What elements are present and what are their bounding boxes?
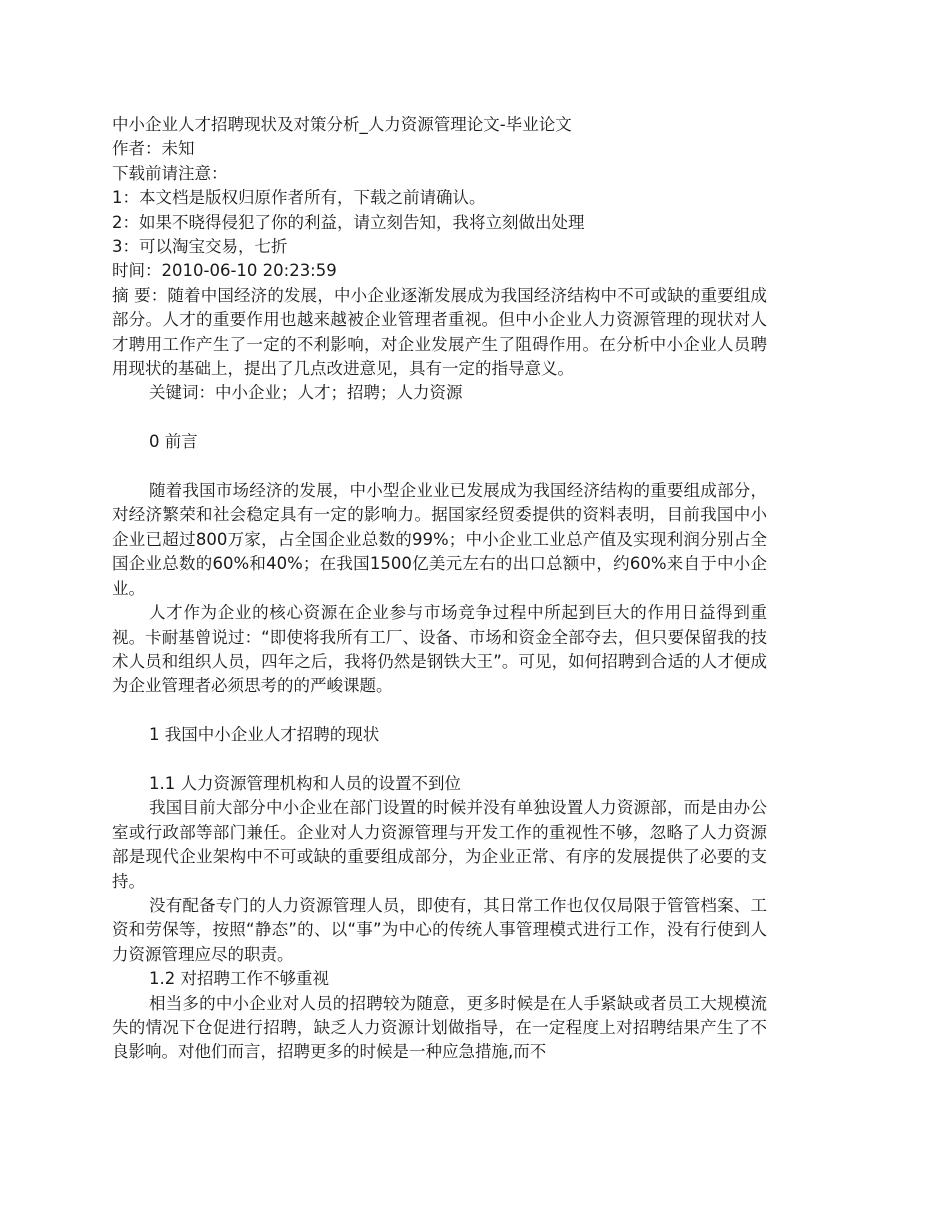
document-author: 作者：未知: [112, 139, 195, 159]
spacer: [112, 699, 767, 723]
abstract: 摘 要：随着中国经济的发展，中小企业逐渐发展成为我国经济结构中不可或缺的重要组成部分。人才的重要作用也越来越被企业管理者重视。但中小企业人力资源管理的现状对人才聘用工作产生了一定的不利影响，对企业发展产生了阻碍作用。在分析中小企业人员聘用现状的基础上，提出了几点改进意见，具有一定的指导意义。: [112, 285, 767, 379]
spacer: [112, 455, 767, 479]
document-title: 中小企业人才招聘现状及对策分析_人力资源管理论文-毕业论文: [112, 115, 572, 134]
paragraph: 人才作为企业的核心资源在企业参与市场竞争过程中所起到巨大的作用日益得到重视。卡耐基曾说过：“即使将我所有工厂、设备、市场和资金全部夺去，但只要保留我的技术人员和组织人员，四年之后，我将仍然是钢铁大王”。可见，如何招聘到合适的人才便成为企业管理者必须思考的的严峻课题。: [112, 603, 767, 696]
notice-heading: 下载前请注意：: [112, 163, 228, 183]
section-heading-1-2: 1.2 对招聘工作不够重视: [149, 969, 329, 989]
paragraph: 没有配备专门的人力资源管理人员，即使有，其日常工作也仅仅局限于管管档案、工资和劳保等，按照“静态”的、以“事”为中心的传统人事管理模式进行工作，没有行使到人力资源管理应尽的职责。: [112, 895, 767, 964]
notice-item-3: 3：可以淘宝交易，七折: [112, 237, 288, 257]
paragraph: 相当多的中小企业对人员的招聘较为随意，更多时候是在人手紧缺或者员工大规模流失的情况下仓促进行招聘，缺乏人力资源计划做指导，在一定程度上对招聘结果产生了不良影响。对他们而言，招聘更多的时候是一种应急措施,而不: [112, 993, 767, 1062]
section-heading-1-1: 1.1 人力资源管理机构和人员的设置不到位: [149, 773, 461, 793]
spacer: [112, 406, 767, 430]
spacer: [112, 748, 767, 772]
section-heading-0: 0 前言: [149, 432, 198, 452]
document-page: [112, 113, 767, 1065]
publish-time: 时间：2010-06-10 20:23:59: [112, 261, 337, 281]
keywords: 关键词：中小企业；人才；招聘；人力资源: [149, 383, 463, 403]
paragraph: 随着我国市场经济的发展，中小型企业业已发展成为我国经济结构的重要组成部分，对经济繁荣和社会稳定具有一定的影响力。据国家经贸委提供的资料表明，目前我国中小企业已超过800万家，占全国企业总数的99%；中小企业工业总产值及实现利润分别占全国企业总数的60%和40%；在我国1500亿美元左右的出口总额中，约60%来自于中小企业。: [112, 481, 767, 598]
notice-item-2: 2：如果不晓得侵犯了你的利益，请立刻告知，我将立刻做出处理: [112, 212, 585, 232]
paragraph: 我国目前大部分中小企业在部门设置的时候并没有单独设置人力资源部，而是由办公室或行政部等部门兼任。企业对人力资源管理与开发工作的重视性不够，忽略了人力资源部是现代企业架构中不可或缺的重要组成部分，为企业正常、有序的发展提供了必要的支持。: [112, 798, 767, 891]
notice-item-1: 1：本文档是版权归原作者所有，下载之前请确认。: [112, 188, 486, 208]
section-heading-1: 1 我国中小企业人才招聘的现状: [149, 725, 380, 745]
